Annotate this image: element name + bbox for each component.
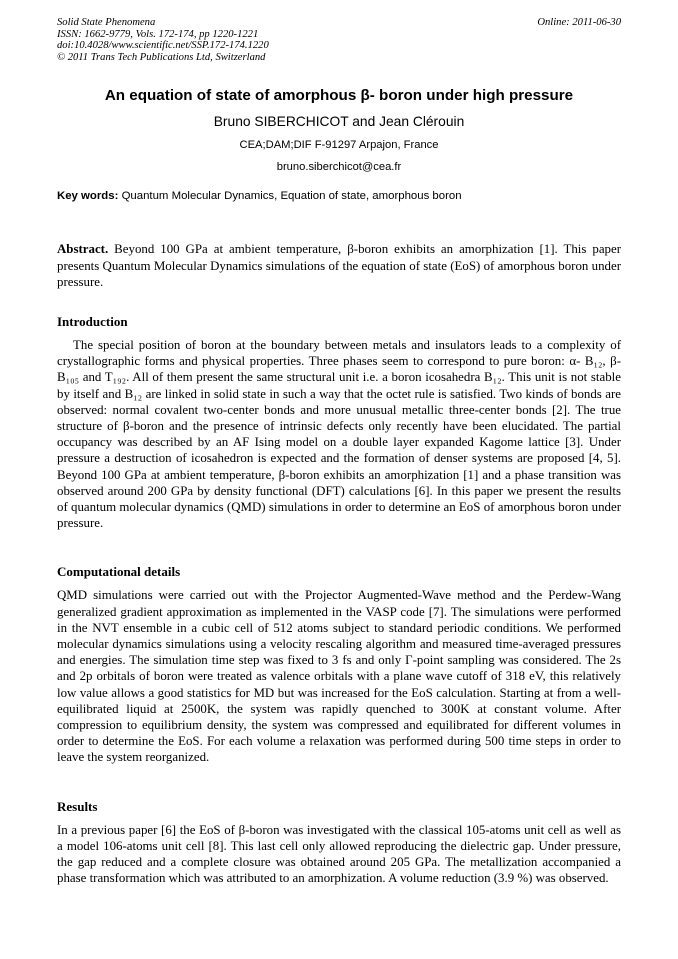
issn-line: ISSN: 1662-9779, Vols. 172-174, pp 1220-1221 — [57, 28, 259, 40]
journal-name: Solid State Phenomena — [57, 17, 156, 28]
section-heading-introduction: Introduction — [57, 313, 128, 329]
keywords-line — [57, 189, 621, 203]
journal-imprint — [57, 17, 621, 63]
doi-line: doi:10.4028/www.scientific.net/SSP.172-174.1220 — [57, 40, 269, 52]
abstract-text: Beyond 100 GPa at ambient temperature, β-boron exhibits an amorphization [1]. This paper presents Quantum Molecular Dynamics simulations of the equation of state (EoS) of amorphous boron under pressure. — [57, 242, 621, 289]
introduction-paragraph: The special position of boron at the boundary between metals and insulators leads to a complexity of crystallographic forms and physical properties. Three phases seem to correspond to pure boron: α- B₁₂, β-B₁₀₅ and T₁₉₂. All of them present the same structural unit i.e. a boron icosahedra B₁₂. This unit is not stable by itself and B₁₂ are linked in solid state in such a way that the octet rule is satisfied. Two kinds of bonds are observed: normal covalent two-center bonds and more unusual metallic three-center bonds [2]. The true structure of β-boron and the presence of intrinsic defects only recently have been elucidated. The partial occupancy was described by an AF Ising model on a double layer expanded Kagome lattice [3]. Under pressure a destruction of icosahedron is expected and the formation of denser systems are proposed [4, 5]. Beyond 100 GPa at ambient temperature, β-boron exhibits an amorphization [1] and a phase transition was observed around 200 GPa by density functional (DFT) calculations [6]. In this paper we present the results of quantum molecular dynamics (QMD) simulations in order to determine an EoS of amorphous boron under pressure. — [57, 337, 621, 531]
email-address: bruno.siberchicot@cea.fr — [276, 161, 402, 174]
abstract-label: Abstract. — [57, 242, 109, 257]
section-heading-computational-details: Computational details — [57, 564, 181, 580]
abstract-paragraph — [57, 241, 621, 290]
keywords-text: Quantum Molecular Dynamics, Equation of state, amorphous boron — [118, 190, 462, 203]
computational-details-paragraph: QMD simulations were carried out with the Projector Augmented-Wave method and the Perdew-Wang generalized gradient approximation as implemented in the VASP code [7]. The simulations were performed in the NVT ensemble in a cubic cell of 512 atoms subject to standard periodic conditions. We performed molecular dynamics simulations using a velocity rescaling algorithm and measured time-averaged pressures and energies. The simulation time step was fixed to 3 fs and only Γ-point sampling was considered. The 2s and 2p orbitals of boron were treated as valence orbitals with a plane wave cutoff of 318 eV, this relatively low value allows a good statistics for MD but was increased for the EoS calculation. Starting at from a well-equilibrated liquid at 2500K, the system was rapidly quenched to 300K at constant volume. After compression to equilibrium density, the system was compressed and equilibrated for different volumes in order to determine the EoS. For each volume a relaxation was performed during 500 time steps in order to leave the system reorganized. — [57, 588, 621, 765]
keywords-label: Key words: — [57, 190, 119, 203]
paper-title: An equation of state of amorphous β- boron under high pressure — [104, 87, 574, 105]
title-block — [57, 87, 621, 174]
copyright-line: © 2011 Trans Tech Publications Ltd, Switzerland — [57, 51, 266, 63]
online-date: Online: 2011-06-30 — [537, 17, 621, 28]
authors: Bruno SIBERCHICOT and Jean Clérouin — [213, 114, 465, 130]
imprint-left-block — [57, 17, 269, 63]
results-paragraph: In a previous paper [6] the EoS of β-boron was investigated with the classical 105-atoms unit cell as well as a model 106-atoms unit cell [8]. This last cell only allowed reproducing the dielectric gap. Under pressure, the gap reduced and a complete closure was obtained around 205 GPa. The metallization accompanied a phase transformation which was attributed to an amorphization. A volume reduction (3.9 %) was observed. — [57, 822, 621, 886]
section-heading-results: Results — [57, 798, 98, 814]
affiliation: CEA;DAM;DIF F-91297 Arpajon, France — [239, 139, 439, 152]
